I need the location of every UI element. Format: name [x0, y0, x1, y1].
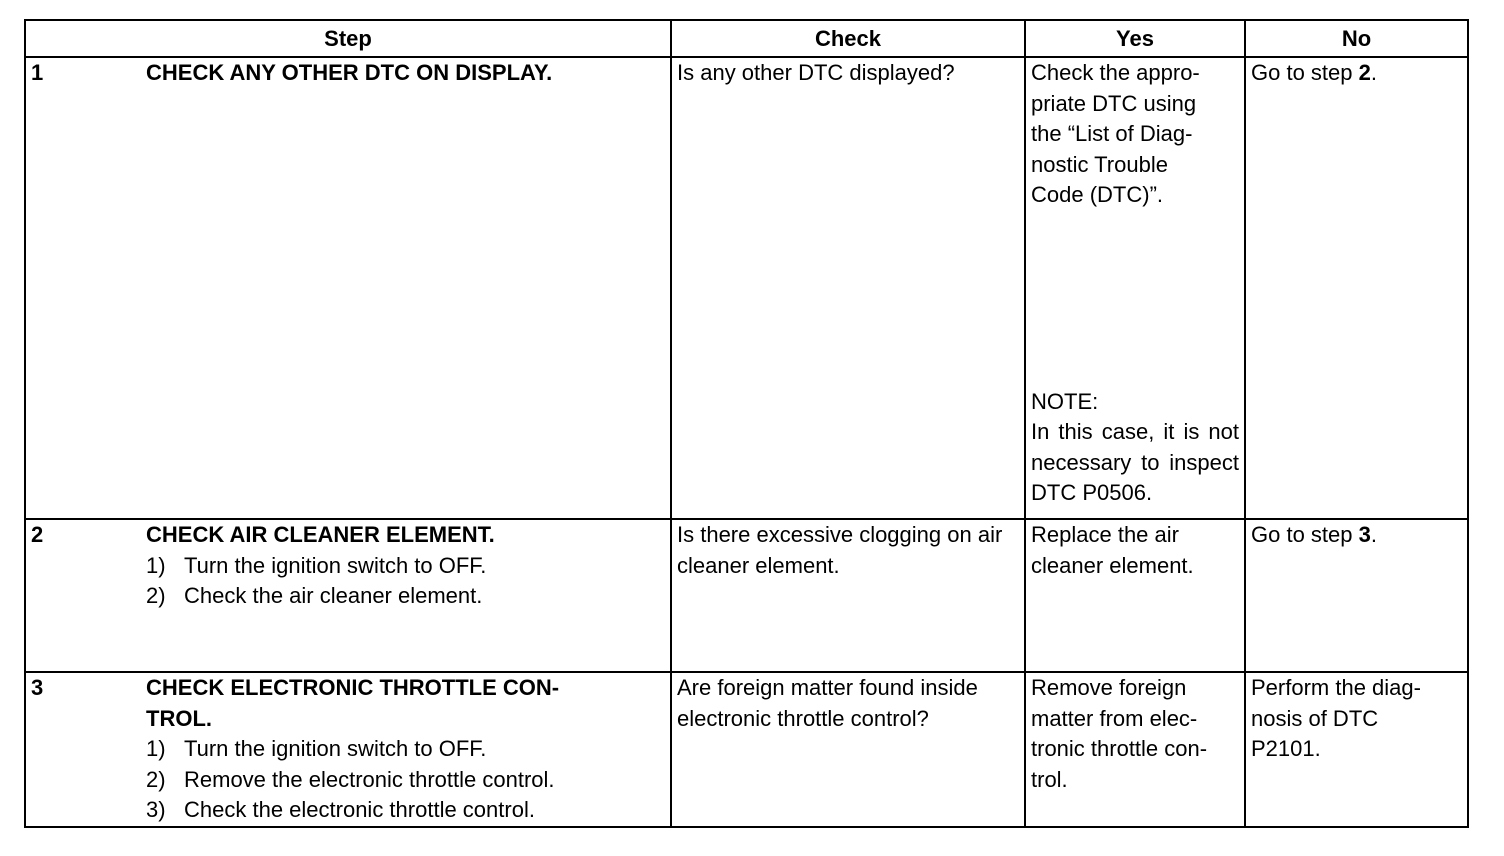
step-number: 2	[31, 522, 44, 547]
yes-line: tronic throttle con-	[1031, 736, 1208, 761]
check-line: Are foreign matter found inside	[677, 675, 978, 700]
yes-line: Replace the air	[1031, 522, 1179, 547]
yes-line: the “List of Diag-	[1031, 121, 1193, 146]
header-step: Step	[25, 20, 671, 57]
table-row	[25, 672, 1468, 827]
substep-text: Remove the electronic throttle control.	[184, 766, 555, 792]
no-line: P2101.	[1251, 736, 1321, 761]
no-suffix: .	[1370, 522, 1377, 547]
no-step-ref: 2	[1358, 60, 1371, 85]
substep-text: Turn the ignition switch to OFF.	[184, 736, 487, 761]
substep	[146, 734, 651, 765]
no-prefix: Go to step	[1251, 60, 1359, 85]
no-step-ref: 3	[1358, 522, 1371, 547]
step-cell	[25, 519, 671, 672]
check-text: Is any other DTC displayed?	[677, 60, 955, 85]
check-text: Is there excessive clogging on air cleaner element.	[677, 522, 1003, 578]
check-cell	[671, 57, 1025, 519]
no-line: Perform the diag-	[1251, 675, 1421, 700]
no-suffix: .	[1370, 60, 1377, 85]
substep-number: 3)	[146, 797, 166, 822]
yes-line: trol.	[1031, 766, 1068, 792]
substep-text: Turn the ignition switch to OFF.	[184, 552, 487, 578]
step-title: CHECK ANY OTHER DTC ON DISPLAY.	[146, 60, 553, 85]
header-yes: Yes	[1025, 20, 1245, 57]
yes-line: Code (DTC)”.	[1031, 182, 1164, 207]
no-cell	[1245, 519, 1468, 672]
yes-cell	[1025, 519, 1245, 672]
step-cell	[25, 672, 671, 827]
no-prefix: Go to step	[1251, 522, 1359, 547]
check-cell	[671, 519, 1025, 672]
substep	[146, 581, 651, 612]
no-cell	[1245, 672, 1468, 827]
step-title-continued: TROL.	[146, 705, 212, 731]
yes-line: matter from elec-	[1031, 705, 1198, 731]
step-number: 3	[31, 675, 44, 700]
yes-line: cleaner element.	[1031, 552, 1194, 578]
step-number: 1	[31, 60, 44, 85]
diagnostic-table	[24, 19, 1469, 828]
note-text: In this case, it is not necessary to inspect DTC P0506.	[1031, 419, 1239, 505]
yes-line: nostic Trouble	[1031, 151, 1168, 177]
substep-number: 2)	[146, 766, 166, 792]
table-row	[25, 57, 1468, 519]
substep	[146, 765, 651, 796]
note-label: NOTE:	[1031, 388, 1099, 414]
substep-number: 1)	[146, 552, 166, 578]
yes-cell	[1025, 672, 1245, 827]
check-line: electronic throttle control?	[677, 705, 929, 731]
no-line: nosis of DTC	[1251, 705, 1379, 731]
step-cell	[25, 57, 671, 519]
substep	[146, 795, 651, 826]
header-no: No	[1245, 20, 1468, 57]
header-check: Check	[671, 20, 1025, 57]
yes-line: priate DTC using	[1031, 90, 1197, 116]
check-cell	[671, 672, 1025, 827]
header-row	[25, 20, 1468, 57]
substep-text: Check the electronic throttle control.	[184, 797, 535, 822]
substep-number: 1)	[146, 736, 166, 761]
step-title: CHECK ELECTRONIC THROTTLE CON-	[146, 675, 560, 700]
table-row	[25, 519, 1468, 672]
substep-text: Check the air cleaner element.	[184, 583, 483, 608]
yes-cell	[1025, 57, 1245, 519]
substep	[146, 551, 651, 582]
step-title: CHECK AIR CLEANER ELEMENT.	[146, 522, 495, 547]
yes-line: Remove foreign	[1031, 675, 1187, 700]
substep-number: 2)	[146, 583, 166, 608]
no-cell	[1245, 57, 1468, 519]
yes-line: Check the appro-	[1031, 60, 1200, 85]
